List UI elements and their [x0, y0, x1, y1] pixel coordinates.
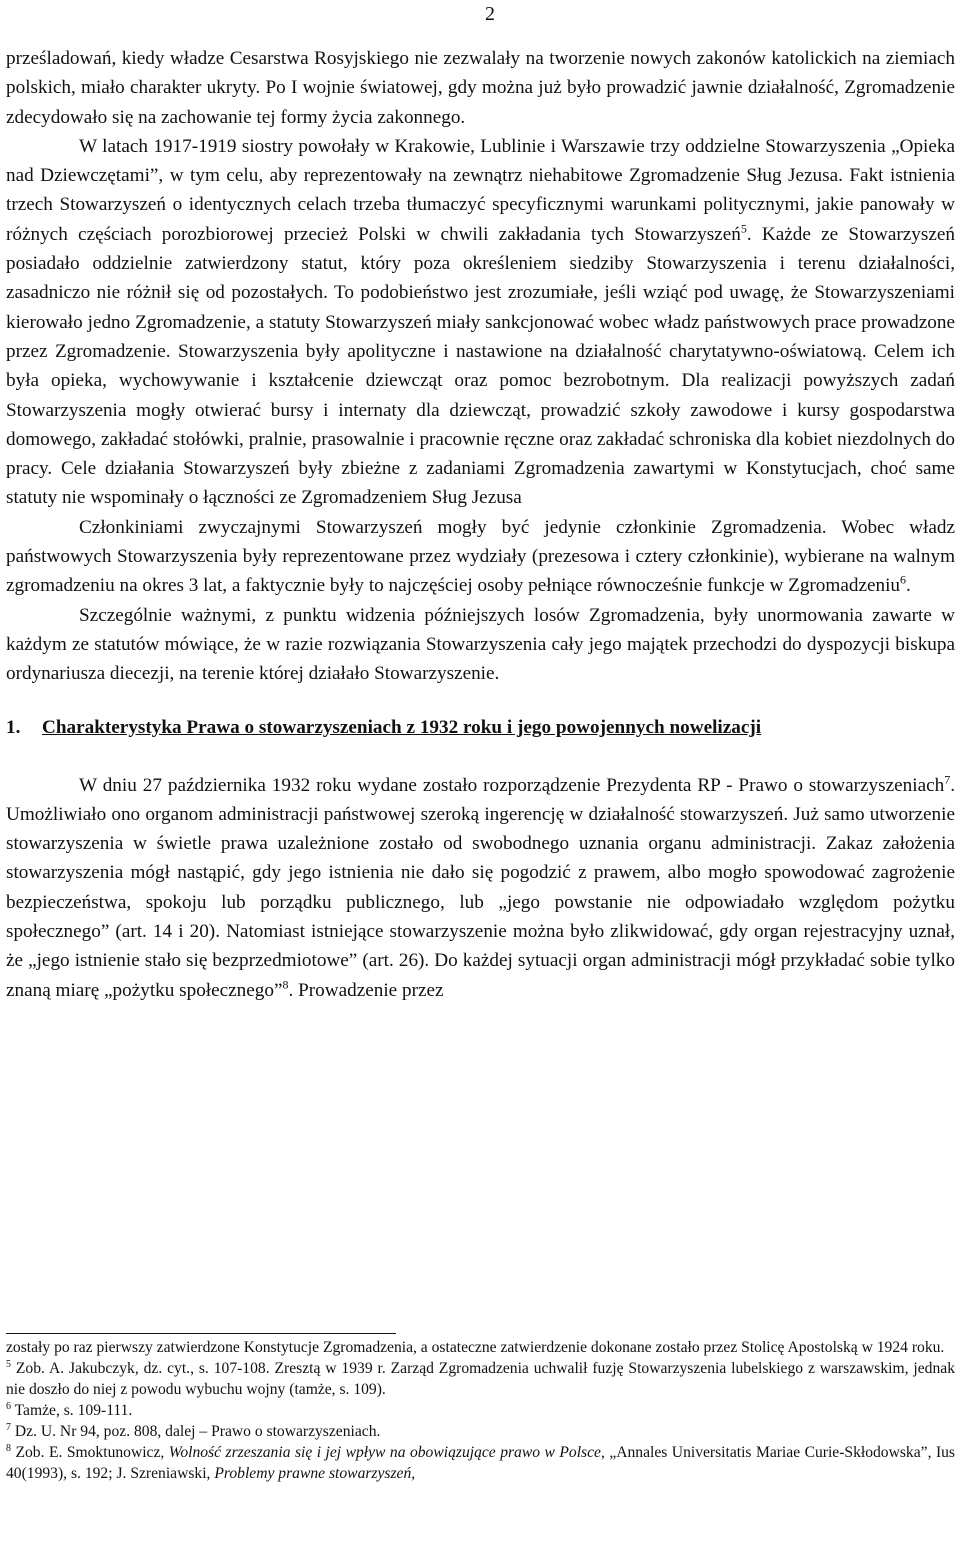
footnote-5: $^5$ Zob. A. Jakubczyk, dz. cyt., s. 107-108. Zresztą w 1939 r. Zarząd Zgromadzenia uchwalił fuzję Stowarzyszenia lubelskiego z warszawskim, jednak nie doszło do niej z powodu wybuchu wojny (tamże, s. 109). — [6, 1358, 955, 1398]
footnotes — [6, 1337, 955, 1484]
body-text — [6, 44, 955, 1005]
paragraph: Szczególnie ważnymi, z punktu widzenia późniejszych losów Zgromadzenia, były unormowania zawarte w każdym ze statutów mówiące, że w razie rozwiązania Stowarzyszenia cały jego majątek przechodzi do dyspozycji biskupa ordynariusza diecezji, na terenie której działało Stowarzyszenie. — [6, 604, 955, 685]
footnote-separator — [6, 1333, 396, 1334]
footnote-continuation: zostały po raz pierwszy zatwierdzone Konstytucje Zgromadzenia, a ostateczne zatwierdzenie dokonane zostało przez Stolicę Apostolską w 1924 roku. — [6, 1339, 945, 1356]
paragraph: W dniu 27 października 1932 roku wydane zostało rozporządzenie Prezydenta RP - Prawo o stowarzyszeniach$^7$. Umożliwiało ono organom administracji państwowej szeroką ingerencję w działalność stowarzyszeń. Już samo utworzenie stowarzyszenia w świetle prawa uzależnione zostało od swobodnego uznania organu administracji. Zakaz założenia stowarzyszenia mógł nastąpić, gdy jego istnienia nie dało się pogodzić z prawem, albo mogło spowodować zagrożenie bezpieczeństwa, spokoju lub porządku publicznego, lub „jego powstanie nie odpowiadało względom pożytku społecznego” (art. 14 i 20). Natomiast istniejące stowarzyszenie można było zlikwidować, gdy organ rejestracyjny uznał, że „jego istnienie stało się bezprzedmiotowe” (art. 26). Do każdej sytuacji organ administracji mógł przykładać sobie tylko znaną miarę „pożytku społecznego”$^8$. Prowadzenie przez — [6, 772, 955, 1001]
paragraph: Członkiniami zwyczajnymi Stowarzyszeń mogły być jedynie członkinie Zgromadzenia. Wobec władz państwowych Stowarzyszenia były reprezentowane przez wydziały (prezesowa i cztery członkinie), wybierane na walnym zgromadzeniu na okres 3 lat, a faktycznie były to najczęściej osoby pełniące równocześnie funkcje w Zgromadzeniu$^6$. — [6, 516, 955, 597]
footnote-ref[interactable]: 6 — [900, 572, 906, 587]
section-number: 1. — [6, 716, 21, 738]
footnote-7: $^7$ Dz. U. Nr 94, poz. 808, dalej – Prawo o stowarzyszeniach. — [6, 1421, 381, 1440]
footnote-ref[interactable]: 8 — [282, 977, 289, 992]
section-heading — [6, 713, 955, 743]
paragraph: W latach 1917-1919 siostry powołały w Krakowie, Lublinie i Warszawie trzy oddzielne Stowarzyszenia „Opieka nad Dziewczętami”, w tym celu, aby reprezentowały na zewnątrz niehabitowe Zgromadzenie Sług Jezusa. Fakt istnienia trzech Stowarzyszeń o identycznych celach trzeba tłumaczyć specyficznymi warunkami politycznymi, jakie panowały w różnych częściach porozbiorowej przecież Polski w chwili zakładania tych Stowarzyszeń$^5$. Każde ze Stowarzyszeń posiadało oddzielnie zatwierdzony statut, który poza określeniem siedziby Stowarzyszenia i terenu działalności, zasadniczo nie różnił się od pozostałych. To podobieństwo jest zrozumiałe, jeśli wziąć pod uwagę, że Stowarzyszeniami kierowało jedno Zgromadzenie, a statuty Stowarzyszeń miały sankcjonować wobec władz państwowych prace prowadzone przez Zgromadzenie. Stowarzyszenia były apolityczne i nastawione na działalność charytatywno-oświatową. Celem ich była opieka, wychowywanie i kształcenie dziewcząt oraz pomoc bezrobotnym. Dla realizacji powyższych zadań Stowarzyszenia mogły otwierać bursy i internaty dla dziewcząt, prowadzić szkoły zawodowe i kursy gospodarstwa domowego, zakładać stołówki, pralnie, prasowalnie i pracownie ręczne oraz zakładać schroniska dla kobiet niezdolnych do pracy. Cele działania Stowarzyszeń były zbieżne z zadaniami Zgromadzenia zawartymi w Konstytucjach, choć same statuty nie wspominały o łączności ze Zgromadzeniem Sług Jezusa — [6, 135, 955, 509]
page-number: 2 — [485, 3, 495, 25]
footnote-ref[interactable]: 5 — [740, 221, 747, 236]
footnote-ref[interactable]: 7 — [944, 772, 951, 787]
footnote-6: $^6$ Tamże, s. 109-111. — [6, 1400, 133, 1419]
footnote-8: $^8$ Zob. E. Smoktunowicz, Wolność zrzeszania się i jej wpływ na obowiązujące prawo w Polsce, „Annales Universitatis Mariae Curie-Skłodowska”, Ius 40(1993), s. 192; J. Szreniawski, Problemy prawne stowarzyszeń, — [6, 1442, 955, 1482]
paragraph: prześladowań, kiedy władze Cesarstwa Rosyjskiego nie zezwalały na tworzenie nowych zakonów katolickich na ziemiach polskich, miało charakter ukryty. Po I wojnie światowej, gdy można już było prowadzić jawnie działalność, Zgromadzenie zdecydowało się na zachowanie tej formy życia zakonnego. — [6, 48, 955, 128]
section-title: Charakterystyka Prawa o stowarzyszeniach z 1932 roku i jego powojennych nowelizacji — [42, 716, 762, 738]
